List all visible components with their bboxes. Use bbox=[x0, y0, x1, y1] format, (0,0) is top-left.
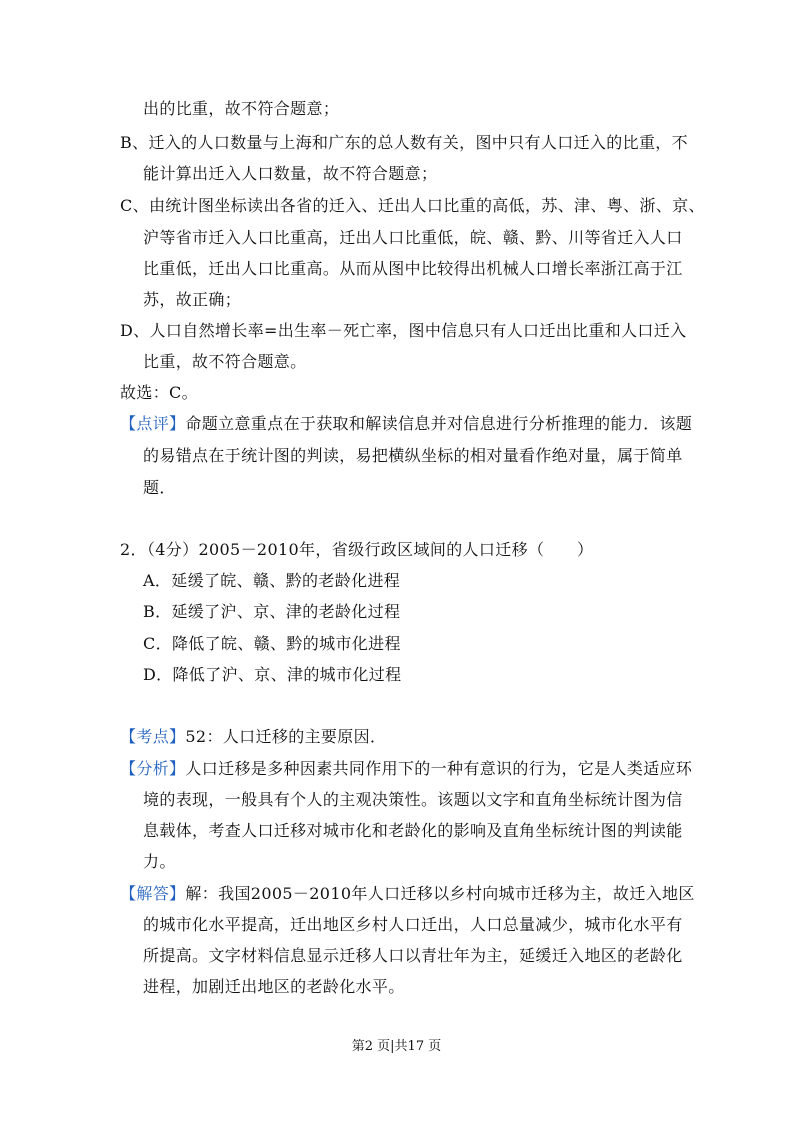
jieda-tag: 【解答】 bbox=[120, 884, 186, 903]
kaodian-text: 52：人口迁移的主要原因． bbox=[185, 727, 387, 746]
analysis-line: 出的比重，故不符合题意； bbox=[143, 99, 340, 118]
analysis-option-c: C、由统计图坐标读出各省的迁入、迁出人口比重的高低，苏、津、粤、浙、京、 bbox=[120, 196, 705, 215]
jieda-line: 的城市化水平提高，迁出地区乡村人口迁出，人口总量减少，城市化水平有 bbox=[143, 915, 683, 934]
comment-paragraph-first bbox=[120, 414, 692, 434]
answer-choice: 故选：C。 bbox=[120, 383, 198, 402]
kaodian-paragraph bbox=[120, 727, 386, 747]
fenxi-line: 息载体，考查人口迁移对城市化和老龄化的影响及直角坐标统计图的判读能 bbox=[143, 821, 683, 840]
comment-line: 的易错点在于统计图的判读，易把横纵坐标的相对量看作绝对量，属于简单 bbox=[143, 446, 683, 465]
analysis-line: 比重，故不符合题意。 bbox=[143, 352, 307, 371]
kaodian-tag: 【考点】 bbox=[120, 727, 186, 746]
fenxi-line: 力。 bbox=[143, 852, 176, 871]
analysis-option-d: D、人口自然增长率=出生率－死亡率，图中信息只有人口迁出比重和人口迁入 bbox=[120, 321, 687, 340]
question-option-c: C．降低了皖、赣、黔的城市化进程 bbox=[143, 634, 401, 653]
analysis-line: 沪等省市迁入人口比重高，迁出人口比重低，皖、赣、黔、川等省迁入人口 bbox=[143, 228, 683, 247]
analysis-line: 比重低，迁出人口比重高。从而从图中比较得出机械人口增长率浙江高于江 bbox=[143, 259, 683, 278]
fenxi-text: 人口迁移是多种因素共同作用下的一种有意识的行为，它是人类适应环 bbox=[185, 759, 693, 778]
page-footer: 第2 页|共17 页 bbox=[351, 1039, 442, 1054]
analysis-line: 能计算出迁入人口数量，故不符合题意； bbox=[143, 164, 438, 183]
fenxi-tag: 【分析】 bbox=[120, 759, 186, 778]
fenxi-paragraph-first bbox=[120, 759, 692, 779]
question-option-d: D．降低了沪、京、津的城市化过程 bbox=[143, 665, 402, 684]
question-option-b: B．延缓了沪、京、津的老龄化过程 bbox=[143, 602, 401, 621]
fenxi-line: 境的表现，一般具有个人的主观决策性。该题以文字和直角坐标统计图为信 bbox=[143, 790, 683, 809]
jieda-line: 所提高。文字材料信息显示迁移人口以青壮年为主，延缓迁入地区的老龄化 bbox=[143, 946, 683, 965]
question-option-a: A．延缓了皖、赣、黔的老龄化进程 bbox=[143, 571, 401, 590]
question-stem: 2．（4分）2005－2010年，省级行政区域间的人口迁移（ ） bbox=[120, 540, 594, 559]
comment-tag: 【点评】 bbox=[120, 414, 186, 433]
comment-text: 命题立意重点在于获取和解读信息并对信息进行分析推理的能力．该题 bbox=[185, 414, 693, 433]
analysis-option-b: B、迁入的人口数量与上海和广东的总人数有关，图中只有人口迁入的比重，不 bbox=[120, 133, 689, 152]
jieda-text: 解：我国2005－2010年人口迁移以乡村向城市迁移为主，故迁入地区 bbox=[185, 884, 695, 903]
comment-line: 题． bbox=[143, 478, 176, 497]
analysis-line: 苏，故正确； bbox=[143, 290, 242, 309]
jieda-line: 进程，加剧迁出地区的老龄化水平。 bbox=[143, 977, 405, 996]
jieda-paragraph-first bbox=[120, 884, 695, 904]
